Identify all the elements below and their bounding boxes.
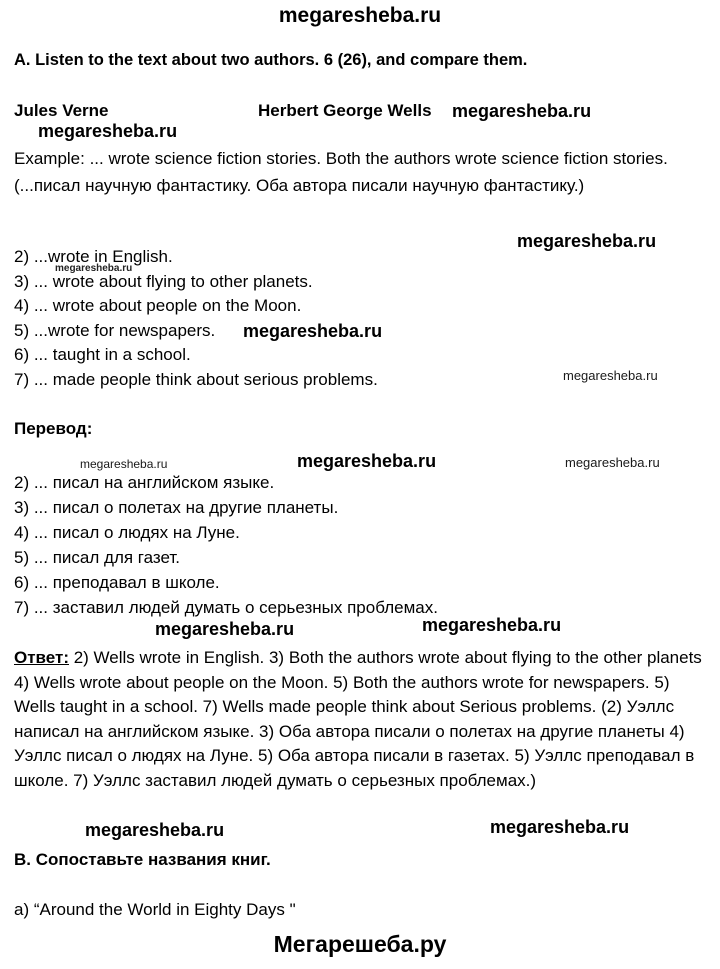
watermark-authors-right: megaresheba.ru [452, 101, 592, 121]
watermark-small-left: megaresheba.ru [80, 457, 168, 471]
site-footer: Мегарешеба.ру [273, 931, 447, 957]
task-item-en-6: 6) ... taught in a school. [14, 345, 191, 364]
task-item-ru-3: 3) ... писал о полетах на другие планеты. [14, 498, 339, 517]
task-item-ru-4: 4) ... писал о людях на Луне. [14, 523, 240, 542]
watermark-below-author-left: megaresheba.ru [38, 121, 178, 141]
answer-text: 2) Wells wrote in English. 3) Both the authors wrote about flying to the other planets 4) Wells wrote about people on the Moon. 5) Both the authors wrote for newspapers. 5) Wells taught in a school. 7) Wells made people think about Serious problems. (2) Уэллс написал на английском языке. 3) Оба автора писали о полетах на другие планеты 4) Уэллс писал о людях на Луне. 5) Оба автора писали в газетах. 5) Уэллс преподавал в школе. 7) Уэллс заставил людей думать о серьезных проблемах.) [14, 648, 702, 790]
watermark-tiny-item2: megaresheba.ru [55, 263, 133, 274]
task-item-en-3: 3) ... wrote about flying to other planets. [14, 271, 313, 291]
task-item-ru-7: 7) ... заставил людей думать о серьезных проблемах. [14, 598, 438, 617]
translation-heading: Перевод: [14, 419, 93, 438]
watermark-bold-center: megaresheba.ru [297, 451, 437, 471]
example-paragraph: Example: ... wrote science fiction stories. Both the authors wrote science fiction stories.(...писал научную фантастику. Оба автора писали научную фантастику.) [14, 149, 668, 195]
watermark-below-ru-right: megaresheba.ru [422, 615, 562, 635]
task-item-en-7: 7) ... made people think about serious problems. [14, 369, 378, 389]
book-title-item-a: a) “Around the World in Eighty Days " [14, 900, 296, 919]
task-item-ru-6: 6) ... преподавал в школе. [14, 573, 220, 592]
author-name-left: Jules Verne [14, 101, 109, 120]
task-item-ru-5: 5) ... писал для газет. [14, 548, 181, 567]
watermark-above-list: megaresheba.ru [517, 231, 657, 251]
watermark-after-item5: megaresheba.ru [243, 321, 383, 341]
answer-label: Ответ: [14, 648, 69, 667]
watermark-right-item7: megaresheba.ru [563, 368, 658, 383]
task-item-en-5: 5) ...wrote for newspapers. [14, 320, 216, 340]
watermark-small-right: megaresheba.ru [565, 455, 660, 470]
task-b-heading: B. Сопоставьте названия книг. [14, 850, 271, 869]
watermark-below-ru-left: megaresheba.ru [155, 619, 295, 639]
task-item-en-4: 4) ... wrote about people on the Moon. [14, 296, 302, 315]
task-a-list-ru [14, 470, 438, 620]
site-header-watermark: megaresheba.ru [278, 4, 442, 27]
author-name-right: Herbert George Wells [258, 101, 432, 120]
task-item-en-2: 2) ...wrote in English. [14, 247, 173, 266]
watermark-above-b-left: megaresheba.ru [85, 820, 225, 840]
task-a-heading: A. Listen to the text about two authors. 6 (26), and compare them. [14, 51, 528, 69]
task-item-ru-2: 2) ... писал на английском языке. [14, 473, 275, 492]
answer-paragraph [14, 646, 712, 793]
watermark-above-b-right: megaresheba.ru [490, 817, 630, 837]
